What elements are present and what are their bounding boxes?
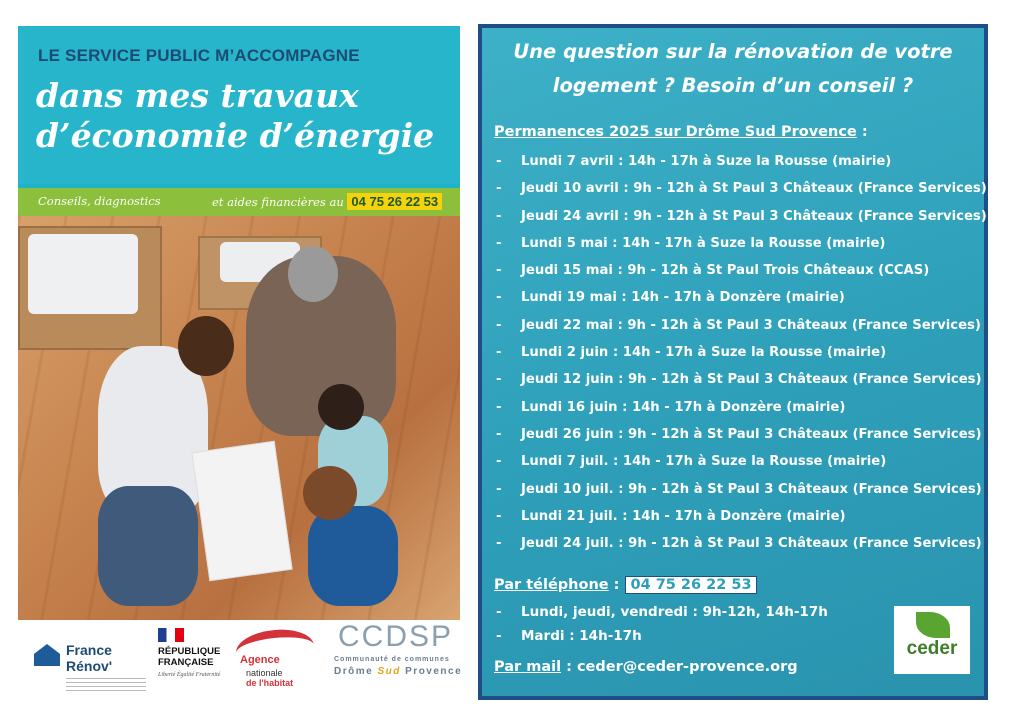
list-item xyxy=(496,263,987,290)
wrapping-paper xyxy=(28,234,138,314)
paper-sheet xyxy=(191,441,292,581)
list-item xyxy=(496,236,987,263)
list-dash: - xyxy=(496,399,502,415)
list-dash: - xyxy=(496,372,502,388)
mail-address[interactable]: : ceder@ceder-provence.org xyxy=(561,659,798,675)
info-panel xyxy=(478,24,988,700)
permanences-heading xyxy=(494,124,868,140)
list-dash: - xyxy=(496,345,502,361)
kicker-text: LE SERVICE PUBLIC M’ACCOMPAGNE xyxy=(38,46,360,65)
permanence-text: Jeudi 22 mai : 9h - 12h à St Paul 3 Châteaux (France Services) xyxy=(521,317,981,333)
permanence-text: Jeudi 15 mai : 9h - 12h à St Paul Trois Châteaux (CCAS) xyxy=(521,263,930,279)
permanence-text: Lundi 7 juil. : 14h - 17h à Suze la Rousse (mairie) xyxy=(521,454,887,470)
list-dash: - xyxy=(496,508,502,524)
family-photo xyxy=(18,216,460,620)
leaf-icon xyxy=(916,612,950,638)
list-item xyxy=(496,181,987,208)
ccdsp-drome: Drôme xyxy=(334,666,374,677)
child-1-head xyxy=(318,384,364,430)
list-dash: - xyxy=(496,536,502,552)
house-icon xyxy=(34,644,60,666)
bubble-conseils-text: Conseils, diagnostics xyxy=(38,194,161,208)
child-2-body xyxy=(308,506,398,606)
list-item xyxy=(496,454,987,481)
list-item xyxy=(496,628,828,652)
list-item xyxy=(496,154,987,181)
child-2-head xyxy=(303,466,357,520)
man-head xyxy=(288,246,338,302)
list-dash: - xyxy=(496,263,502,279)
list-dash: - xyxy=(496,481,502,497)
permanence-text: Jeudi 10 juil. : 9h - 12h à St Paul 3 Châteaux (France Services) xyxy=(521,481,982,497)
permanence-text: Lundi 5 mai : 14h - 17h à Suze la Rousse (mairie) xyxy=(521,235,886,251)
france-renov-line-1: France xyxy=(66,642,112,658)
bubble-aides-label: et aides financières au xyxy=(212,195,344,209)
permanence-text: Lundi 21 juil. : 14h - 17h à Donzère (mairie) xyxy=(521,508,846,524)
list-item xyxy=(496,209,987,236)
france-renov-tagline xyxy=(66,678,146,692)
partner-logos xyxy=(18,620,478,724)
list-dash: - xyxy=(496,604,502,620)
list-dash: - xyxy=(496,181,502,197)
anah-habitat: de l'habitat xyxy=(246,678,294,688)
telephone-label: Par téléphone xyxy=(494,577,609,593)
anah-line-1: Agence xyxy=(240,654,280,666)
ccdsp-sud: Sud xyxy=(377,666,401,677)
permanence-text: Jeudi 26 juin : 9h - 12h à St Paul 3 Châteaux (France Services) xyxy=(521,426,982,442)
list-dash: - xyxy=(496,235,502,251)
anah-logo xyxy=(234,620,324,690)
ccdsp-logo xyxy=(328,620,478,690)
list-item xyxy=(496,318,987,345)
list-item xyxy=(496,372,987,399)
list-dash: - xyxy=(496,628,502,644)
flag-icon xyxy=(158,628,184,642)
list-item xyxy=(496,509,987,536)
ceder-name: ceder xyxy=(906,638,958,659)
question-line-2: logement ? Besoin d’un conseil ? xyxy=(552,74,914,97)
telephone-heading xyxy=(494,576,757,594)
list-dash: - xyxy=(496,154,502,169)
permanence-text: Jeudi 24 juil. : 9h - 12h à St Paul 3 Châteaux (France Services) xyxy=(521,536,982,552)
list-dash: - xyxy=(496,290,502,306)
list-dash: - xyxy=(496,317,502,333)
permanence-text: Jeudi 24 avril : 9h - 12h à St Paul 3 Châteaux (France Services) xyxy=(521,208,987,224)
ccdsp-title: CCDSP xyxy=(338,620,454,653)
list-dash: - xyxy=(496,426,502,442)
question-line-1: Une question sur la rénovation de votre xyxy=(513,40,953,63)
woman-jeans xyxy=(98,486,198,606)
ccdsp-subtitle: Communauté de communes xyxy=(334,656,450,663)
headline-line-2: d’économie d’énergie xyxy=(36,116,435,155)
mail-line xyxy=(494,659,798,675)
cardboard-box-left xyxy=(18,226,162,350)
permanence-text: Lundi 7 avril : 14h - 17h à Suze la Rousse (mairie) xyxy=(521,154,892,169)
permanences-title: Permanences 2025 sur Drôme Sud Provence xyxy=(494,124,857,140)
list-item xyxy=(496,427,987,454)
permanence-text: Jeudi 10 avril : 9h - 12h à St Paul 3 Châteaux (France Services) xyxy=(521,181,987,197)
france-renov-line-2: Rénov' xyxy=(66,658,113,674)
rf-line-2: FRANÇAISE xyxy=(158,657,214,668)
bubble-conseils xyxy=(18,188,204,216)
permanences-list xyxy=(496,154,987,563)
list-dash: - xyxy=(496,454,502,470)
anah-line-2 xyxy=(246,668,293,688)
woman-head xyxy=(178,316,234,376)
republique-francaise-logo xyxy=(158,628,238,692)
hours-text: Lundi, jeudi, vendredi : 9h-12h, 14h-17h xyxy=(521,604,828,620)
permanences-colon: : xyxy=(856,124,868,140)
telephone-colon: : xyxy=(608,577,620,593)
list-item xyxy=(496,290,987,317)
bubble-aides xyxy=(204,188,460,216)
rf-title xyxy=(158,646,220,668)
list-item xyxy=(496,345,987,372)
france-renov-logo xyxy=(30,628,150,688)
list-item xyxy=(496,400,987,427)
phone-hours-list xyxy=(496,604,828,652)
headline xyxy=(36,76,434,156)
poster-phone: 04 75 26 22 53 xyxy=(347,193,442,210)
bubble-aides-text xyxy=(212,194,442,209)
ccdsp-provence: Provence xyxy=(405,666,463,677)
headline-line-1: dans mes travaux xyxy=(36,76,359,115)
poster-left xyxy=(18,26,460,620)
permanence-text: Lundi 2 juin : 14h - 17h à Suze la Rousse (mairie) xyxy=(521,345,887,361)
hours-text: Mardi : 14h-17h xyxy=(521,628,642,644)
list-item xyxy=(496,536,987,563)
list-item xyxy=(496,604,828,628)
anah-nationale: nationale xyxy=(246,668,283,678)
permanence-text: Lundi 16 juin : 14h - 17h à Donzère (mairie) xyxy=(521,399,846,415)
ccdsp-region xyxy=(334,666,462,677)
ceder-logo xyxy=(894,606,970,674)
list-dash: - xyxy=(496,208,502,224)
hero-banner xyxy=(18,26,460,184)
mail-label: Par mail xyxy=(494,659,562,675)
telephone-number[interactable]: 04 75 26 22 53 xyxy=(625,576,756,594)
rf-line-1: RÉPUBLIQUE xyxy=(158,646,221,657)
list-item xyxy=(496,482,987,509)
rf-motto: Liberté Égalité Fraternité xyxy=(158,672,221,678)
permanence-text: Lundi 19 mai : 14h - 17h à Donzère (mairie) xyxy=(521,290,845,306)
permanence-text: Jeudi 12 juin : 9h - 12h à St Paul 3 Châteaux (France Services) xyxy=(521,372,982,388)
